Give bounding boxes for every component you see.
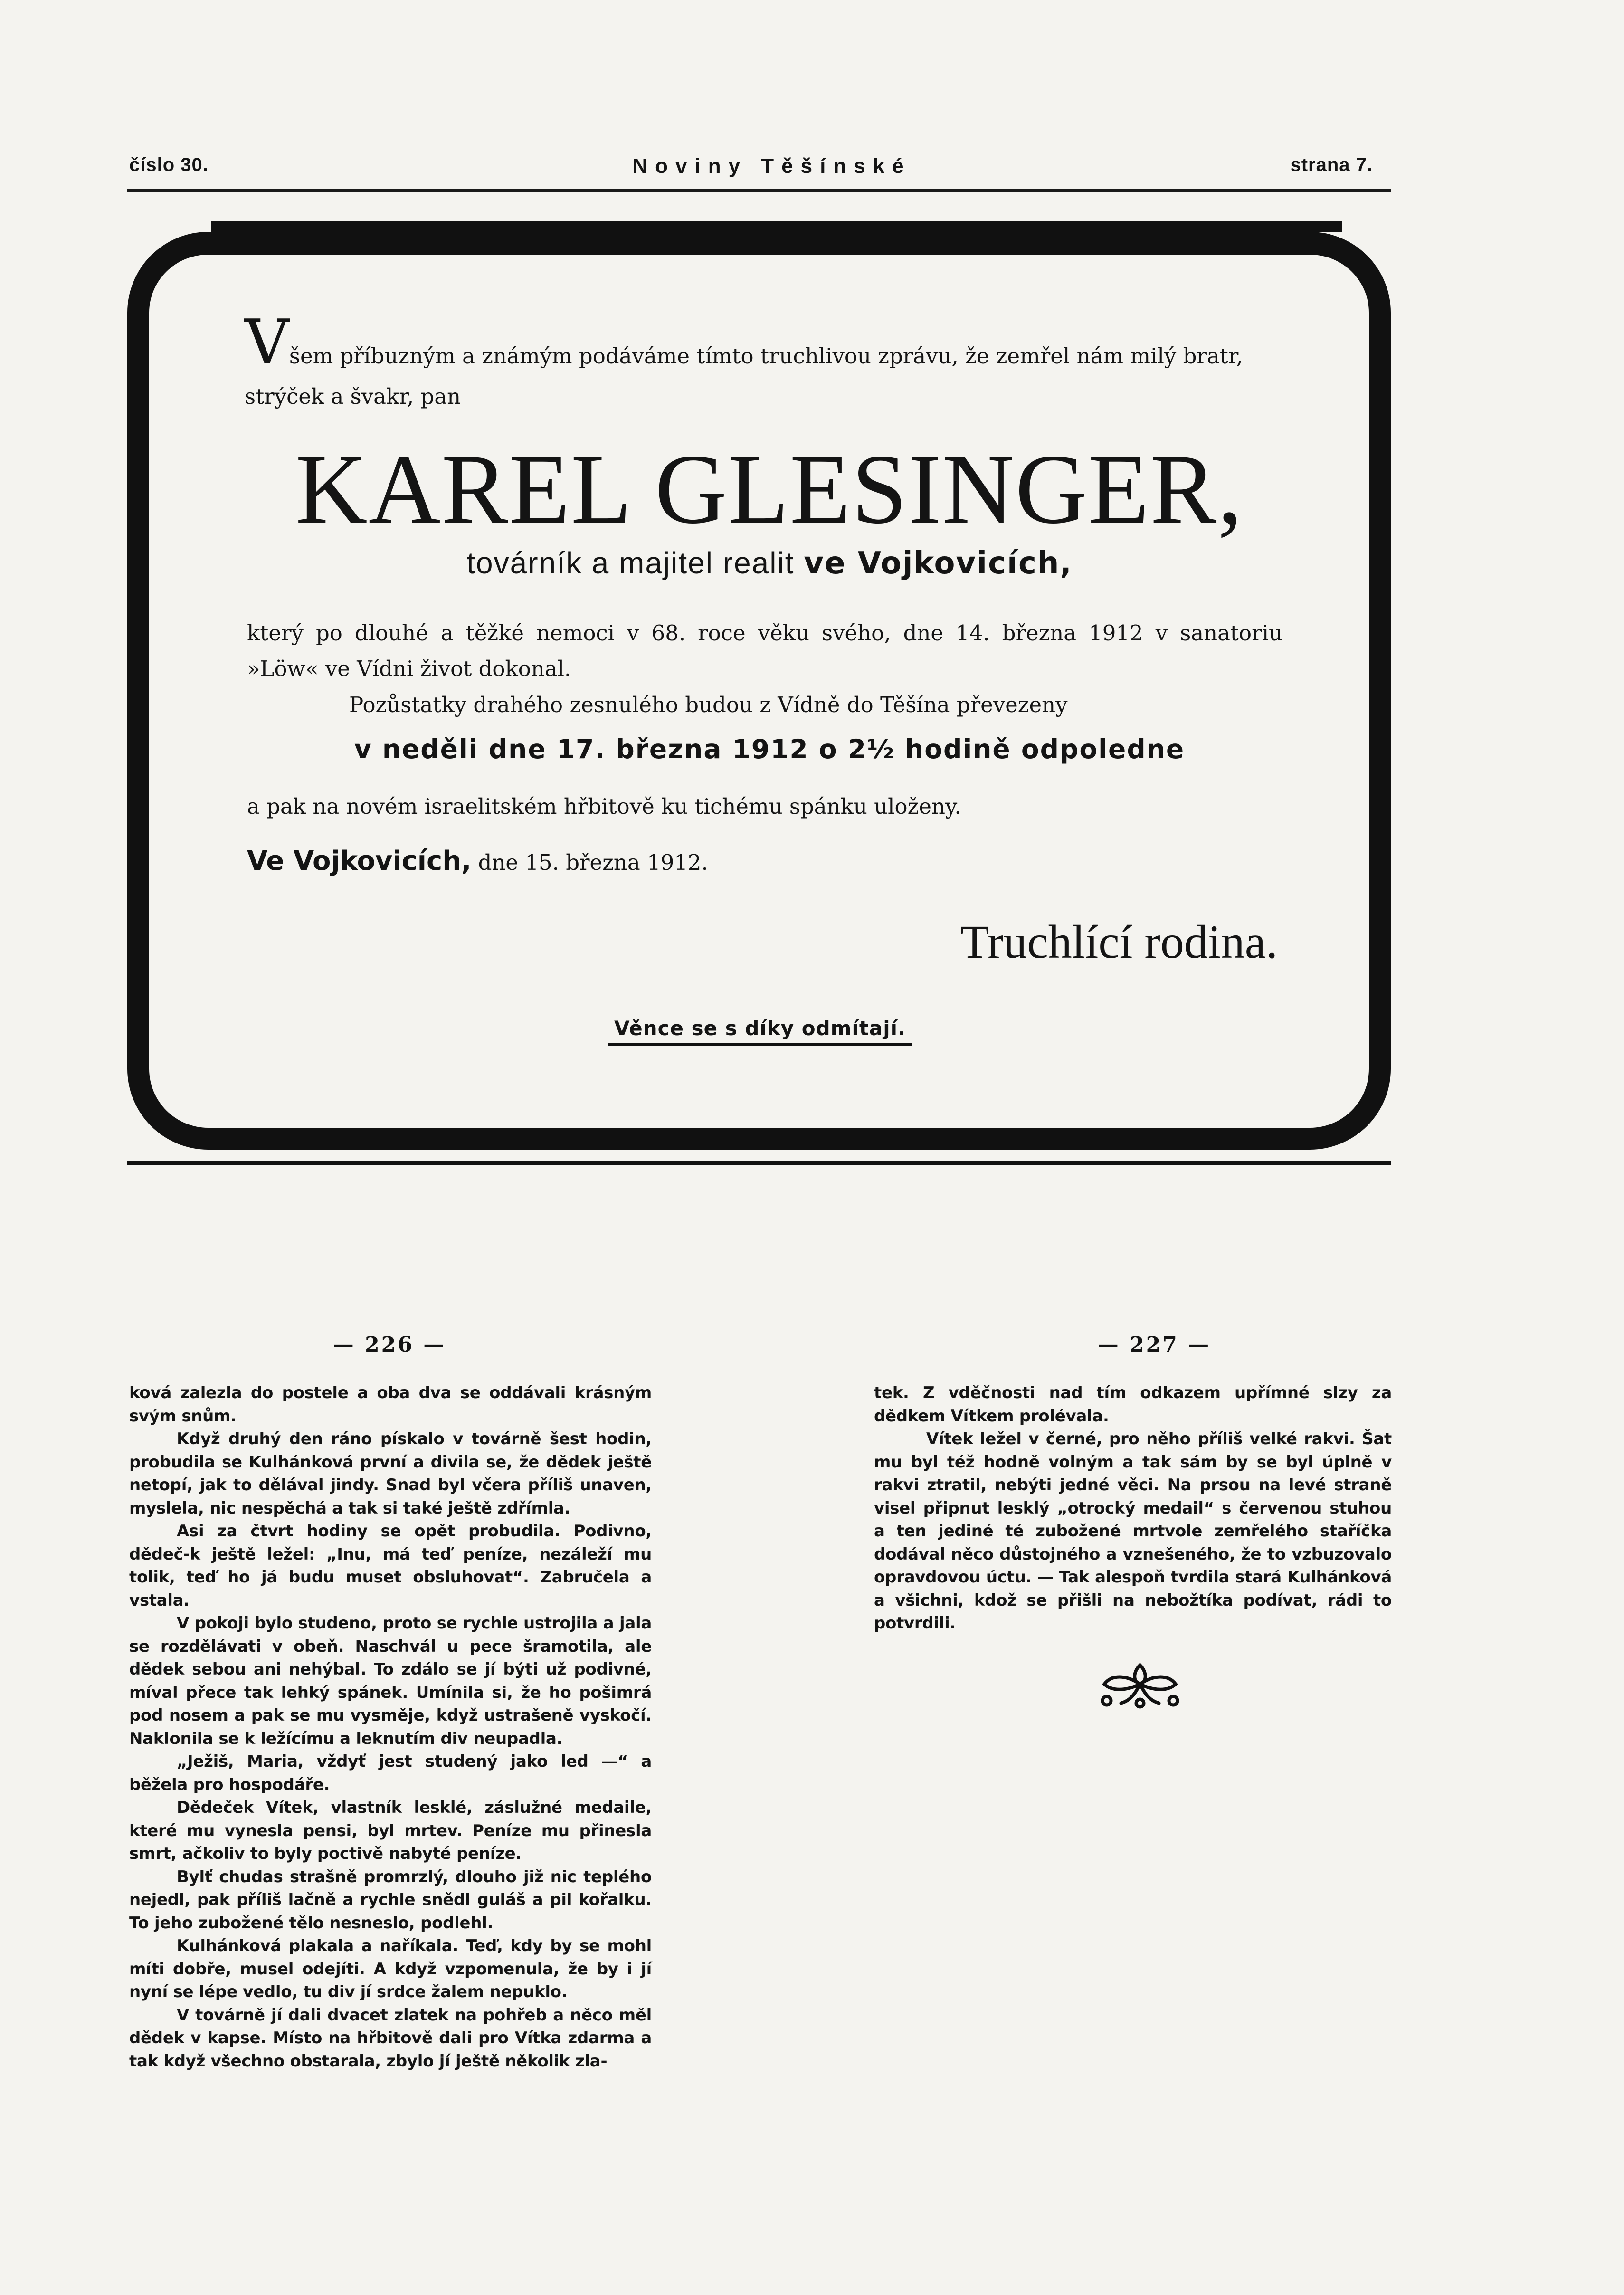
wreaths-note: Věnce se s díky odmítají. bbox=[608, 1017, 912, 1046]
deceased-role bbox=[247, 542, 1292, 585]
deceased-role-place: ve Vojkovicích, bbox=[804, 546, 1073, 581]
story-paragraph: Vítek ležel v černé, pro něho příliš velké rakvi. Šat mu byl též hodně volným a tak sám by se byl úplně v rakvi ztratil, nebýti jedné věci. Na prsou na levé straně visel připnut lesklý „otrocký medail“ s červenou stuhou a ten jediné té zubožené mrtvole zemřelého staříčka dodával něco důstojného a vznešeného, že to vzbuzovalo opravdovou úctu. — Tak alespoň tvrdila stará Kulhánková a všichni, kdož se přišli na nebožtíka podívat, rádi to potvrdili. bbox=[874, 1429, 1392, 1633]
obituary-death-line-1: který po dlouhé a těžké nemoci v 68. roce věku svého, dne 14. března 1912 v sanatoriu bbox=[247, 620, 1282, 646]
story-paragraph: ková zalezla do postele a oba dva se oddávali krásným svým snům. bbox=[129, 1383, 652, 1426]
story-paragraph: V továrně jí dali dvacet zlatek na pohřeb a něco měl dědek v kapse. Místo na hřbitově dali pro Vítka zdarma a tak když všechno obstarala, zbylo jí ještě několik zla- bbox=[129, 2005, 652, 2071]
deceased-name: KAREL GLESINGER, bbox=[295, 434, 1244, 544]
floral-ornament-icon bbox=[1092, 1656, 1187, 1713]
obituary-frame-top-bar bbox=[211, 221, 1342, 232]
funeral-date: v neděli dne 17. března 1912 o 2½ hodině odpoledne bbox=[354, 734, 1185, 764]
obituary-intro-text: šem příbuzným a známým podáváme tímto truchlivou zprávu, že zemřel nám milý bratr, strýček a švakr, pan bbox=[245, 343, 1243, 409]
obituary-transport-line: Pozůstatky drahého zesnulého budou z Vídně do Těšína převezeny bbox=[349, 692, 1068, 717]
obituary-dropcap: V bbox=[245, 306, 289, 378]
place-date: dne 15. března 1912. bbox=[471, 850, 708, 875]
story-paragraph: Dědeček Vítek, vlastník lesklé, záslužné medaile, které mu vynesla pensi, byl mrtev. Peníze mu přinesla smrt, ačkoliv to byly poctivě nabyté peníze. bbox=[129, 1798, 652, 1863]
right-column-page-number: — 227 — bbox=[1097, 1333, 1211, 1357]
issue-number: číslo 30. bbox=[129, 154, 209, 175]
story-paragraph: „Ježiš, Maria, vždyť jest studený jako led —“ a běžela pro hospodáře. bbox=[129, 1752, 652, 1794]
page-label: strana 7. bbox=[1290, 154, 1373, 175]
obituary-death-line-2: »Löw« ve Vídni život dokonal. bbox=[247, 656, 571, 681]
burial-line: a pak na novém israelitském hřbitově ku tichému spánku uloženy. bbox=[247, 794, 961, 819]
story-paragraph: tek. Z vděčnosti nad tím odkazem upřímné slzy za dědkem Vítkem prolévala. bbox=[874, 1383, 1392, 1426]
place-date-line bbox=[247, 843, 1282, 880]
mourning-family: Truchlící rodina. bbox=[960, 915, 1278, 968]
deceased-role-text: továrník a majitel realit bbox=[466, 546, 804, 580]
left-column-page-number: — 226 — bbox=[332, 1333, 446, 1357]
left-story-column bbox=[129, 1381, 652, 2073]
place-name: Ve Vojkovicích, bbox=[247, 846, 472, 876]
obituary-intro bbox=[245, 306, 1280, 417]
right-story-column bbox=[874, 1381, 1392, 1635]
story-paragraph: V pokoji bylo studeno, proto se rychle ustrojila a jala se rozdělávati v obeň. Naschvál u pece šramotila, ale dědek sebou ani nehýbal. To zdálo se jí býti už podivné, míval přece tak lehký spánek. Umínila si, že ho pošimrá pod nosem a pak se mu vysměje, když ustrašeně vyskočí. Naklonila se k ležícímu a leknutím div neupadla. bbox=[129, 1614, 652, 1748]
story-paragraph: Asi za čtvrt hodiny se opět probudila. Podivno, dědeč-k ještě ležel: „Inu, má teď peníze, nezáleží mu tolik, teď ho já budu muset obsluhovat“. Zabručela a vstala. bbox=[129, 1522, 652, 1610]
header-rule bbox=[127, 189, 1391, 192]
obituary-bottom-rule bbox=[127, 1161, 1391, 1165]
newspaper-title: Noviny Těšínské bbox=[632, 154, 912, 178]
story-paragraph: Když druhý den ráno pískalo v továrně šest hodin, probudila se Kulhánková první a divila se, že dědek ještě netopí, jak to dělával jindy. Snad byl včera příliš unaven, myslela, nic nespěchá a tak si také ještě zdřímla. bbox=[129, 1429, 652, 1518]
story-paragraph: Bylť chudas strašně promrzlý, dlouho již nic teplého nejedl, pak příliš lačně a rychle snědl guláš a pil kořalku. To jeho zubožené tělo nesneslo, podlehl. bbox=[129, 1867, 652, 1933]
story-paragraph: Kulhánková plakala a naříkala. Teď, kdy by se mohl míti dobře, musel odejíti. A když vzpomenula, že by i jí nyní se lépe vedlo, tu div jí srdce žalem nepuklo. bbox=[129, 1936, 652, 2001]
